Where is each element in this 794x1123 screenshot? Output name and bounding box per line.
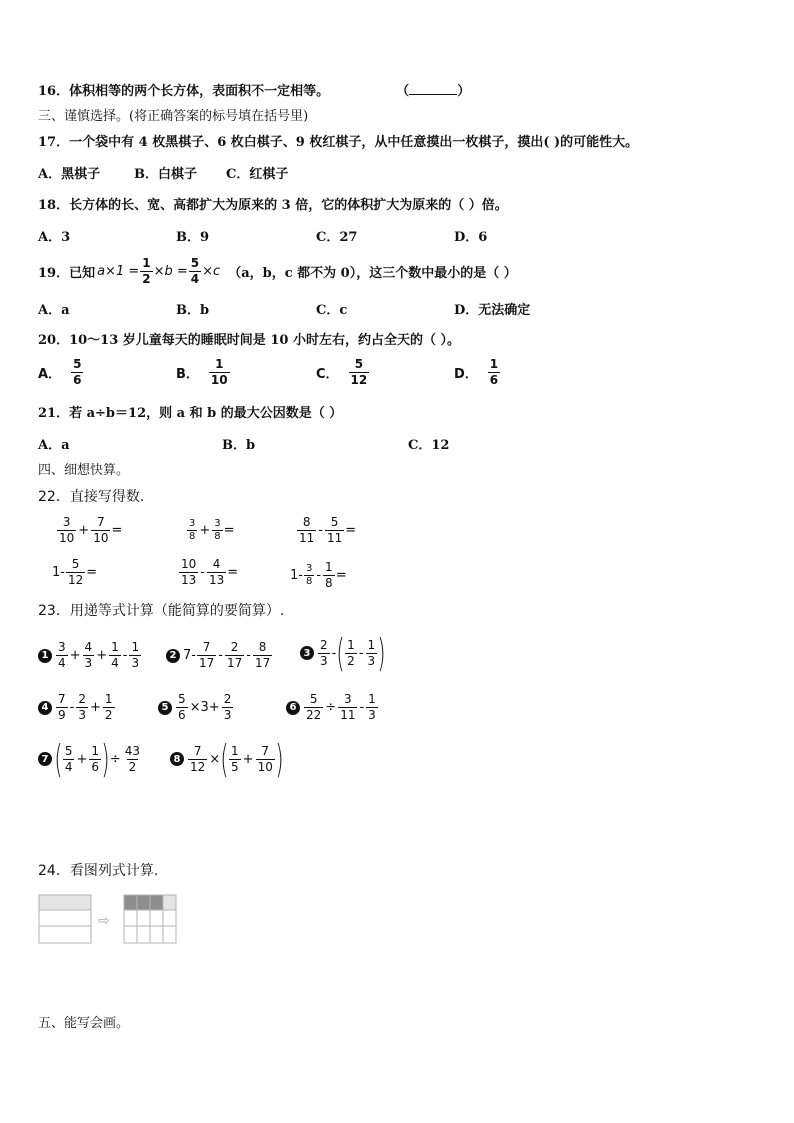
q22-expr-5: $\frac{10}{13}$ - $\frac{4}{13}$ = <box>181 557 239 587</box>
q19-option-b[interactable]: B．b <box>176 303 210 318</box>
circled-number-icon: 3 <box>300 646 314 660</box>
question-23-title: 23．用递等式计算（能简算的要简算）. <box>38 603 285 619</box>
question-22-title: 22．直接写得数. <box>38 489 145 505</box>
q23-problem-6: 6 $\frac{5}{22}$ ÷ $\frac{3}{11}$ - $\frac{1}{3}$ <box>286 692 379 723</box>
q22-expr-3: $\frac{8}{11}$ - $\frac{5}{11}$ = <box>299 515 357 545</box>
q22-expr-6: 1- $\frac{3}{8}$ - $\frac{1}{8}$ = <box>290 560 347 590</box>
fraction-diagram <box>38 893 178 947</box>
circled-number-icon: 5 <box>158 701 172 715</box>
q19-option-c[interactable]: C．c <box>316 303 348 318</box>
q18-option-a[interactable]: A．3 <box>38 230 71 245</box>
q20-option-c[interactable]: C． $\frac{5}{12}$ <box>316 357 368 387</box>
diagram-left-box <box>39 895 91 943</box>
q21-option-b[interactable]: B．b <box>222 438 256 453</box>
q22-expr-4: 1- $\frac{5}{12}$ = <box>52 557 98 587</box>
q22-expr-2: $\frac{3}{8}$ + $\frac{3}{8}$ = <box>189 518 235 542</box>
circled-number-icon: 1 <box>38 649 52 663</box>
circled-number-icon: 7 <box>38 752 52 766</box>
q20-option-b[interactable]: B． $\frac{1}{10}$ <box>176 357 228 387</box>
question-18: 18．长方体的长、宽、高都扩大为原来的 3 倍，它的体积扩大为原来的（ ）倍。 <box>38 198 508 213</box>
arrow-icon: ⇨ <box>98 913 110 929</box>
q18-option-d[interactable]: D．6 <box>454 230 488 245</box>
question-19: 19．已知 a×1 = $\frac{1}{2}$ ×b = $\frac{5}{4}$ ×c （a，b，c 都不为 0），这三个数中最小的是（ ） <box>38 256 517 286</box>
circled-number-icon: 8 <box>170 752 184 766</box>
q23-problem-3: 3 $\frac{2}{3}$ - ( $\frac{1}{2}$ - $\frac{1}{3}$ ) <box>300 634 385 672</box>
q21-option-c[interactable]: C．12 <box>408 438 450 453</box>
question-24-title: 24．看图列式计算. <box>38 863 159 879</box>
q23-problem-4: 4 $\frac{7}{9}$ - $\frac{2}{3}$ + $\frac{1}{2}$ <box>38 692 116 723</box>
section-3-heading: 三、谨慎选择。(将正确答案的标号填在括号里) <box>38 109 309 124</box>
circled-number-icon: 4 <box>38 701 52 715</box>
q23-problem-5: 5 $\frac{5}{6}$ ×3+ $\frac{2}{3}$ <box>158 692 234 723</box>
q17-option-a[interactable]: A．黑棋子 <box>38 167 101 182</box>
q23-problem-1: 1 $\frac{3}{4}$ + $\frac{4}{3}$ + $\frac{1}{4}$ - $\frac{1}{3}$ <box>38 640 142 671</box>
q23-problem-8: 8 $\frac{7}{12}$ × ( $\frac{1}{5}$ + $\frac{7}{10}$ ) <box>170 740 283 778</box>
diagram-right-grid <box>124 895 176 943</box>
question-16: 16．体积相等的两个长方体，表面积不一定相等。 （ ） <box>38 84 471 99</box>
q22-expr-1: $\frac{3}{10}$ + $\frac{7}{10}$ = <box>59 515 123 545</box>
q23-problem-2: 2 7- $\frac{7}{17}$ - $\frac{2}{17}$ - $\frac{8}{17}$ <box>166 640 273 671</box>
fraction: $\frac{5}{4}$ <box>190 256 200 286</box>
q19-option-d[interactable]: D．无法确定 <box>454 303 531 318</box>
fraction: $\frac{1}{2}$ <box>142 256 151 286</box>
q21-option-a[interactable]: A．a <box>38 438 70 453</box>
q17-option-c[interactable]: C．红棋子 <box>226 167 289 182</box>
section-4-heading: 四、细想快算。 <box>38 463 130 478</box>
circled-number-icon: 2 <box>166 649 180 663</box>
q20-option-d[interactable]: D． $\frac{1}{6}$ <box>454 357 499 387</box>
q23-problem-7: 7 ( $\frac{5}{4}$ + $\frac{1}{6}$ ) ÷ $\frac{43}{2}$ <box>38 740 143 778</box>
section-5-heading: 五、能写会画。 <box>38 1016 130 1031</box>
q20-option-a[interactable]: A． $\frac{5}{6}$ <box>38 357 82 387</box>
question-20: 20．10～13 岁儿童每天的睡眠时间是 10 小时左右，约占全天的（ ）。 <box>38 333 460 348</box>
circled-number-icon: 6 <box>286 701 300 715</box>
q19-option-a[interactable]: A．a <box>38 303 70 318</box>
question-17: 17．一个袋中有 4 枚黑棋子、6 枚白棋子、9 枚红棋子，从中任意摸出一枚棋子，摸出( )的可能性大。 <box>38 135 639 150</box>
question-21: 21．若 a÷b＝12，则 a 和 b 的最大公因数是（ ） <box>38 406 343 421</box>
answer-blank[interactable] <box>409 82 457 95</box>
q17-option-b[interactable]: B．白棋子 <box>134 167 197 182</box>
q18-option-c[interactable]: C．27 <box>316 230 358 245</box>
q18-option-b[interactable]: B．9 <box>176 230 210 245</box>
